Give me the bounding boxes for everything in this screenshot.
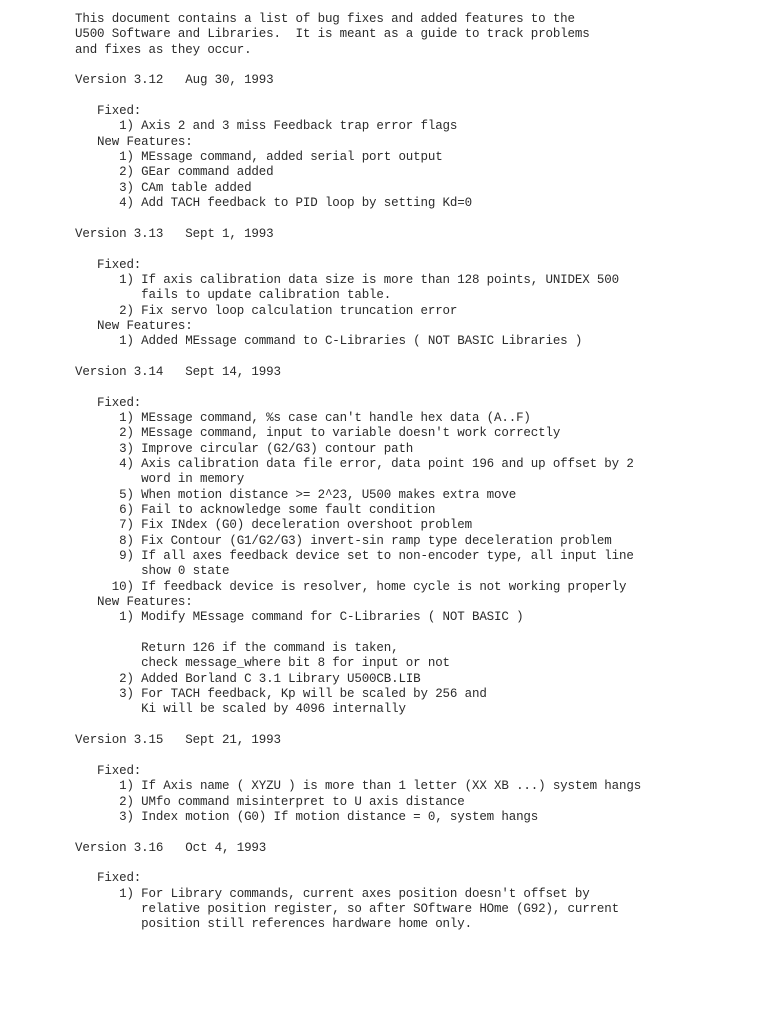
document-line: New Features: xyxy=(75,134,193,149)
document-line: fails to update calibration table. xyxy=(75,288,392,303)
document-line: Version 3.14 Sept 14, 1993 xyxy=(75,364,281,379)
document-line: Fixed: xyxy=(75,104,142,119)
document-line: Fixed: xyxy=(75,871,142,886)
document-line: 3) Index motion (G0) If motion distance = 0, system hangs xyxy=(75,809,539,824)
document-line: 1) MEssage command, %s case can't handle hex data (A..F) xyxy=(75,410,531,425)
document-line: and fixes as they occur. xyxy=(75,42,252,57)
document-line: 2) Added Borland C 3.1 Library U500CB.LIB xyxy=(75,671,421,686)
document-line: check message_where bit 8 for input or not xyxy=(75,656,450,671)
document-line xyxy=(75,626,641,641)
document-line xyxy=(75,856,641,871)
document-line: show 0 state xyxy=(75,564,230,579)
document-line: Version 3.16 Oct 4, 1993 xyxy=(75,840,267,855)
document-line: position still references hardware home only. xyxy=(75,917,472,932)
document-line: 3) Improve circular (G2/G3) contour path xyxy=(75,441,414,456)
document-line xyxy=(75,380,641,395)
document-line: Return 126 if the command is taken, xyxy=(75,641,399,656)
document-line: Ki will be scaled by 4096 internally xyxy=(75,702,406,717)
document-line: 2) GEar command added xyxy=(75,165,274,180)
document-line: 1) MEssage command, added serial port output xyxy=(75,150,443,165)
document-line xyxy=(75,825,641,840)
document-line: 1) If axis calibration data size is more than 128 points, UNIDEX 500 xyxy=(75,272,619,287)
document-line: 4) Add TACH feedback to PID loop by setting Kd=0 xyxy=(75,196,472,211)
document-line xyxy=(75,718,641,733)
document-line: 3) For TACH feedback, Kp will be scaled by 256 and xyxy=(75,687,487,702)
document-line: 7) Fix INdex (G0) deceleration overshoot problem xyxy=(75,518,472,533)
document-line: 1) Axis 2 and 3 miss Feedback trap error flags xyxy=(75,119,458,134)
document-line: Version 3.15 Sept 21, 1993 xyxy=(75,733,281,748)
document-line: 1) Added MEssage command to C-Libraries ( NOT BASIC Libraries ) xyxy=(75,334,583,349)
document-line: 4) Axis calibration data file error, data point 196 and up offset by 2 xyxy=(75,456,634,471)
document-line xyxy=(75,89,641,104)
document-line: Fixed: xyxy=(75,395,142,410)
document-line xyxy=(75,350,641,365)
document-line xyxy=(75,211,641,226)
document-line: Version 3.12 Aug 30, 1993 xyxy=(75,73,274,88)
document-line: word in memory xyxy=(75,472,245,487)
document-line: relative position register, so after SOftware HOme (G92), current xyxy=(75,901,619,916)
document-line: 3) CAm table added xyxy=(75,180,252,195)
document-line: 2) UMfo command misinterpret to U axis distance xyxy=(75,794,465,809)
document-line: 1) For Library commands, current axes position doesn't offset by xyxy=(75,886,590,901)
document-line: Fixed: xyxy=(75,763,142,778)
document-line: 1) Modify MEssage command for C-Libraries ( NOT BASIC ) xyxy=(75,610,524,625)
document-line: 6) Fail to acknowledge some fault condition xyxy=(75,503,436,517)
document-line: This document contains a list of bug fixes and added features to the xyxy=(75,12,575,26)
document-line xyxy=(75,242,641,257)
document-line: 9) If all axes feedback device set to non-encoder type, all input line xyxy=(75,549,634,564)
document-line: New Features: xyxy=(75,595,193,610)
document-line: U500 Software and Libraries. It is meant as a guide to track problems xyxy=(75,27,590,42)
document-line: 2) MEssage command, input to variable doesn't work correctly xyxy=(75,426,561,441)
document-line: 5) When motion distance >= 2^23, U500 makes extra move xyxy=(75,487,517,502)
document-line: 10) If feedback device is resolver, home cycle is not working properly xyxy=(75,579,627,594)
document-line: Version 3.13 Sept 1, 1993 xyxy=(75,226,274,241)
document-line: Fixed: xyxy=(75,257,142,272)
document-line: 1) If Axis name ( XYZU ) is more than 1 letter (XX XB ...) system hangs xyxy=(75,779,642,794)
document-line: 8) Fix Contour (G1/G2/G3) invert-sin ramp type deceleration problem xyxy=(75,533,612,548)
document-text xyxy=(75,12,641,933)
document-line: 2) Fix servo loop calculation truncation error xyxy=(75,303,458,318)
document-line: New Features: xyxy=(75,318,193,333)
document-line xyxy=(75,749,641,764)
document-line xyxy=(75,58,641,73)
